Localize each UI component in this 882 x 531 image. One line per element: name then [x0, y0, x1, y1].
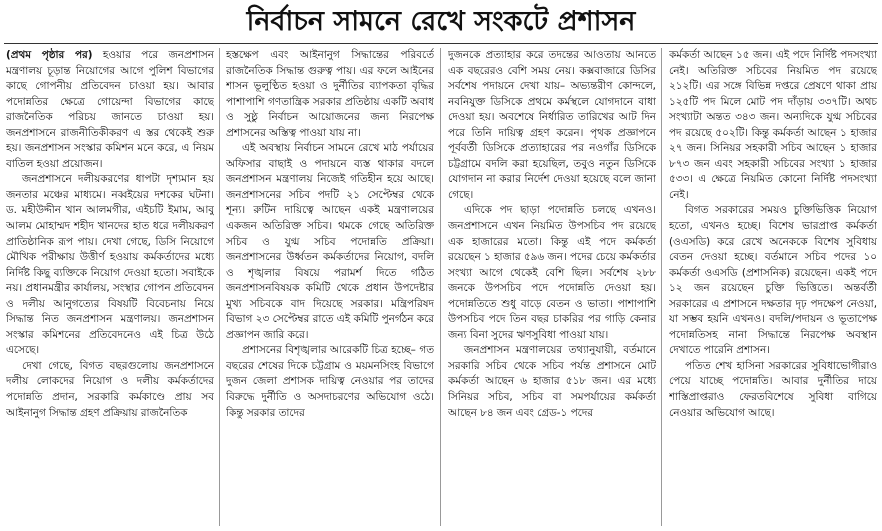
- paragraph-text: হওয়ার পরে জনপ্রশাসন মন্ত্রণালয় চূড়ান্ত নিয়োগের আগে পুলিশ বিভাগের কাছে গোপনীয় প্রতিবেদন চাওয়া হয়। আবার পদোন্নতির ক্ষেত্রে গোয়েন্দা বিভাগের কাছে রাজনৈতিক পরিচয় জানতে চাওয়া হয়। জনপ্রশাসনে রাজনীতিকীকরণ এ স্তর থেকেই শুরু হয়। জনপ্রশাসন সংস্কার কমিশন মনে করে, এ নিয়ম বাতিল হওয়া প্রয়োজন।: [6, 49, 214, 170]
- column-paragraph: পতিত শেখ হাসিনা সরকারের সুবিধাভোগীরাও পেয়ে যাচ্ছে পদোন্নতি। আবার দুর্নীতির দায়ে শাস্তিপ্রাপ্তরাও ফেরতবিশেষে সুবিধা বাগিয়ে নেওয়ার অভিযোগ আছে।: [669, 359, 877, 419]
- column-paragraph: জনপ্রশাসনে দলীয়করণের ধাপটা দৃশ্যমান হয় জনতার মঞ্চের মাধ্যমে। নব্বইয়ের দশকের ঘটনা। ড. মহীউদ্দীন খান আলমগীর, এইচটি ইমাম, আবু আলম মোহাম্মদ শহীদ খানদের হাত ধরে দলীয়করণ প্রাতিষ্ঠানিক রূপ পায়। দেখা গেছে, ডিসি নিয়োগে মৌখিক পরীক্ষায় উত্তীর্ণ হওয়ায় কর্মকর্তাদের মধ্যে নির্দিষ্ট কিছু ব্যক্তিকে নিয়োগ দেওয়া হতো। সবাইকে নয়। প্রধানমন্ত্রীর কার্যালয়, সংস্থার গোপন প্রতিবেদন ও দলীয় আনুগত্যের বিষয়টি বিবেচনায় নিয়ে সিদ্ধান্ত নিত জনপ্রশাসন মন্ত্রণালয়। জনপ্রশাসন সংস্কার কমিশনের প্রতিবেদনেও এই চিত্র উঠে এসেছে।: [6, 173, 214, 357]
- article-column-4: [669, 48, 877, 528]
- column-paragraph: দেখা গেছে, বিগত বছরগুলোয় জনপ্রশাসনে দলীয় লোকদের নিয়োগ ও দলীয় কর্মকর্তাদের পদোন্নতি প্রদান, সরকারি কর্মকাণ্ডে প্রায় সব আইনানুগ সিদ্ধান্ত গ্রহণ প্রক্রিয়ায় রাজনৈতিক: [6, 359, 214, 419]
- article-column-1: [6, 48, 214, 528]
- article-column-2: [226, 48, 434, 528]
- column-paragraph: বিগত সরকারের সময়ও চুক্তিভিত্তিক নিয়োগ হতো, এখনও হচ্ছে। বিশেষ ভারপ্রাপ্ত কর্মকর্তা (ওএসডি) করে রেখে অনেককে বিশেষ সুবিধায় বেতন দেওয়া হচ্ছে। বর্তমানে সচিব পদের ১০ কর্মকর্তা ওএসডি (প্রশাসনিক) রয়েছেন। একই পদে ১২ জন রয়েছেন চুক্তি ভিত্তিতে। অন্তর্বর্তী সরকারের এ প্রশাসনে দক্ষতার দৃঢ় পদক্ষেপ নেওয়া, যা সম্ভব হয়নি এখনও। বদলি/পদায়ন ও ভূতাপেক্ষ পদোন্নতিসহ নানা সিদ্ধান্তে নিরপেক্ষ অবস্থান দেখাতে পারেনি প্রশাসন।: [669, 204, 877, 357]
- column-paragraph: প্রশাসনের বিশৃঙ্খলার আরেকটি চিত্র হচ্ছে– গত বছরের শেষের দিকে চট্টগ্রাম ও ময়মনসিংহ বিভাগে দুজন জেলা প্রশাসক দায়িত্ব নেওয়ার পর তাদের বিরুদ্ধে দুর্নীতি ও অসদাচরণের অভিযোগ ওঠে। কিন্তু সরকার তাদের: [226, 344, 434, 419]
- column-paragraph: [6, 48, 214, 172]
- column-paragraph: এই অবস্থায় নির্বাচন সামনে রেখে মাঠ পর্যায়ের অফিসার বাছাই ও পদায়নে ব্যস্ত থাকার বদলে জনপ্রশাসন মন্ত্রণালয় নিজেই গতিহীন হয়ে আছে। জনপ্রশাসনের সচিব পদটি ২১ সেপ্টেম্বর থেকে শূন্য। রুটিন দায়িত্বে আছেন একই মন্ত্রণালয়ের একজন অতিরিক্ত সচিব। থমকে গেছে অতিরিক্ত সচিব ও যুগ্ম সচিব পদোন্নতি প্রক্রিয়া। জনপ্রশাসনের উর্ধ্বতন কর্মকর্তাদের নিয়োগ, বদলি ও শৃঙ্খলার বিষয়ে পরামর্শ দিতে গঠিত জনপ্রশাসনবিষয়ক কমিটি থেকে প্রধান উপদেষ্টার মুখ্য সচিবকে বাদ দিয়েছে সরকার। মন্ত্রিপরিষদ বিভাগ ২৩ সেপ্টেম্বর রাতে এই কমিটি পুনর্গঠন করে প্রজ্ঞাপন জারি করে।: [226, 142, 434, 341]
- column-divider: [219, 48, 220, 526]
- headline-rule: [4, 43, 878, 44]
- column-divider: [661, 48, 662, 526]
- column-paragraph: কর্মকর্তা আছেন ১৫ জন। এই পদে নির্দিষ্ট পদসংখ্যা নেই। অতিরিক্ত সচিবের নিয়মিত পদ রয়েছে ২১২টি। এর সঙ্গে বিভিন্ন দপ্তরে প্রেষণে থাকা প্রায় ১২৫টি পদ মিলে মোট পদ দাঁড়ায় ৩৩৭টি। অথচ সংখ্যাটা অন্তত ৩৪৩ জন। অন্যদিকে যুগ্ম সচিবের পদ রয়েছে ৫০২টি। কিন্তু কর্মকর্তা আছেন ১ হাজার ২৭ জন। সিনিয়র সহকারী সচিব আছেন ১ হাজার ৮৭৩ জন এবং সহকারী সচিবের সংখ্যা ১ হাজার ৫৩৩। এ ক্ষেত্রে নিয়মিত কোনো নির্দিষ্ট পদসংখ্যা নেই।: [669, 49, 877, 201]
- column-divider: [440, 48, 441, 526]
- continuation-lead: (প্রথম পৃষ্ঠার পর): [6, 49, 93, 61]
- article-column-3: [448, 48, 656, 528]
- column-paragraph: হস্তক্ষেপ এবং আইনানুগ সিদ্ধান্তের পরিবর্তে রাজনৈতিক সিদ্ধান্ত গুরুত্ব পায়। এর ফলে আইনের শাসন ভূলুণ্ঠিত হওয়া ও দুর্নীতির ব্যাপকতা বৃদ্ধির পাশাপাশি গণতান্ত্রিক সরকার প্রতিষ্ঠায় একটি অবাধ ও সুষ্ঠু নির্বাচন আয়োজনের জন্য নিরপেক্ষ প্রশাসনের অস্তিত্ব পাওয়া যায় না।: [226, 49, 434, 139]
- headline: নির্বাচন সামনে রেখে সংকটে প্রশাসন: [246, 6, 636, 37]
- column-paragraph: দুজনকে প্রত্যাহার করে তদন্তের আওতায় আনতে এক বছরেরও বেশি সময় নেয়। কক্সবাজারে ডিসির সর্বশেষ পদায়নে দেখা যায়– অভ্যন্তরীণ কোন্দলে, নবনিযুক্ত ডিসিকে প্রথমে কর্মস্থলে যোগদানে বাধা দেওয়া হয়। অবশেষে নির্ধারিত তারিখের আট দিন পরে তিনি দায়িত্ব গ্রহণ করেন। পৃথক প্রজ্ঞাপনে পূর্ববর্তী ডিসিকে প্রত্যাহারের পর নওগাঁর ডিসিকে চট্টগ্রামে বদলি করা হয়েছিল, তবুও নতুন ডিসিকে যোগদান না করার নির্দেশ দেওয়া হয়েছে বলে জানা গেছে।: [448, 49, 656, 201]
- column-paragraph: এদিকে পদ ছাড়া পদোন্নতি চলছে এখনও। জনপ্রশাসনে এখন নিয়মিত উপসচিব পদ রয়েছে এক হাজারের মতো। কিন্তু এই পদে কর্মকর্তা রয়েছেন ১ হাজার ৫৯৬ জন। পদের চেয়ে কর্মকর্তার সংখ্যা আগে থেকেই বেশি ছিল। সর্বশেষ ২৮৮ জনকে উপসচিব পদে পদোন্নতি দেওয়া হয়। পদোন্নতিতে শুধু বাড়ে বেতন ও ভাতা। পাশাপাশি উপসচিব পদে তিন বছর চাকরির পর গাড়ি কেনার জন্য বিনা সুদের ঋণসুবিধা পাওয়া যায়।: [448, 204, 656, 341]
- column-paragraph: জনপ্রশাসন মন্ত্রণালয়ের তথ্যানুযায়ী, বর্তমানে সরকারি সচিব থেকে সচিব পর্যন্ত প্রশাসনে মোট কর্মকর্তা আছেন ৬ হাজার ৫১৮ জন। এর মধ্যে সিনিয়র সচিব, সচিব বা সমপর্যায়ের কর্মকর্তা আছেন ৮৪ জন এবং গ্রেড-১ পদের: [448, 344, 656, 419]
